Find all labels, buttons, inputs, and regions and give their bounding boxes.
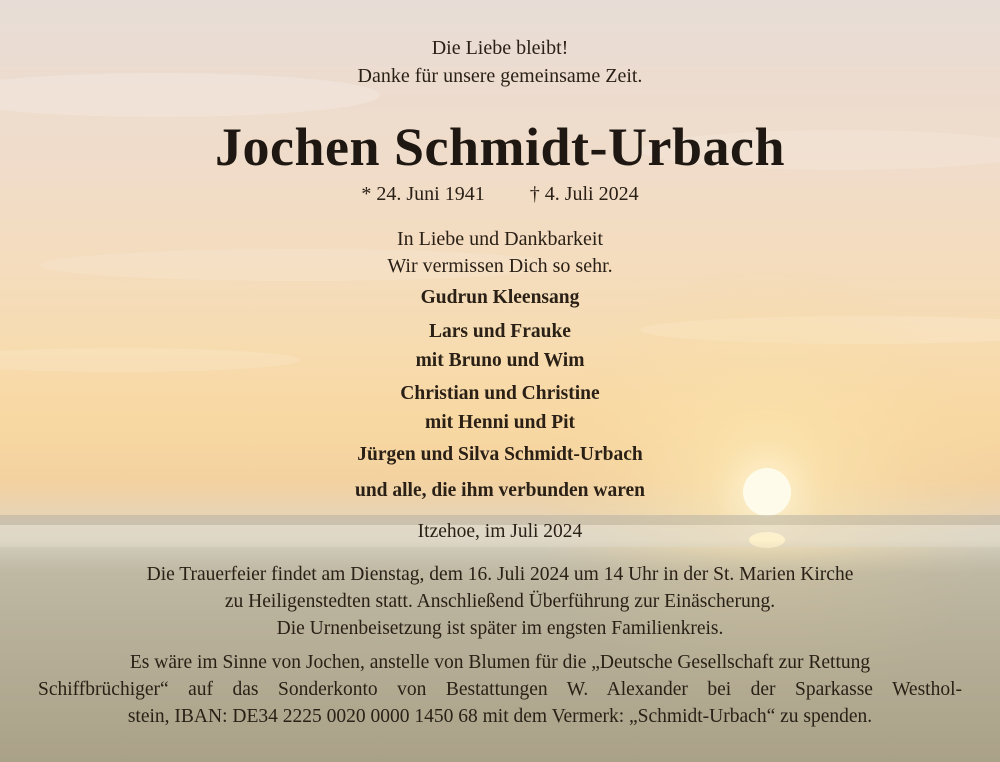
ceremony-line: Die Trauerfeier findet am Dienstag, dem 16. Juli 2024 um 14 Uhr in der St. Marien Kirche [146,564,854,585]
donation-info [38,649,962,730]
birth-date: * 24. Juni 1941 [361,183,485,205]
mourner-line: mit Henni und Pit [424,412,576,433]
mourner-group [0,283,1000,312]
mourner-line: Gudrun Kleensang [420,287,580,308]
sorrow-line-2: Wir vermissen Dich so sehr. [387,255,613,277]
mourner-line: und alle, die ihm verbunden waren [354,480,646,501]
deceased-name: Jochen Schmidt-Urbach [214,117,785,177]
intro-line-2: Danke für unsere gemeinsame Zeit. [357,65,643,87]
donation-line: Es wäre im Sinne von Jochen, anstelle von Blumen für die „Deutsche Gesellschaft zur Rettung [129,652,871,673]
mourner-line: mit Bruno und Wim [415,350,585,371]
intro-verse [0,34,1000,90]
ceremony-line: zu Heiligenstedten statt. Anschließend Überführung zur Einäscherung. [224,591,776,612]
mourner-line: Lars und Frauke [429,321,571,342]
mourner-line: Christian und Christine [400,383,600,404]
intro-line-1: Die Liebe bleibt! [431,37,569,59]
mourner-group [0,379,1000,437]
place-date: Itzehoe, im Juli 2024 [417,521,583,542]
donation-line: Schiffbrüchiger“ auf das Sonderkonto von Bestattungen W. Alexander bei der Sparkasse Westhol- [38,679,962,700]
death-date: † 4. Juli 2024 [529,183,639,205]
sorrow-line-1: In Liebe und Dankbarkeit [396,228,604,250]
mourner-group [0,440,1000,469]
life-dates [0,180,1000,208]
mourner-group [0,317,1000,375]
mourner-group [0,476,1000,505]
sorrow-text [0,226,1000,280]
donation-line: stein, IBAN: DE34 2225 0020 0000 1450 68 mit dem Vermerk: „Schmidt-Urbach“ zu spenden. [127,706,873,727]
ceremony-info [0,561,1000,642]
mourner-line: Jürgen und Silva Schmidt-Urbach [357,444,643,465]
ceremony-line: Die Urnenbeisetzung ist später im engsten Familienkreis. [276,618,724,639]
